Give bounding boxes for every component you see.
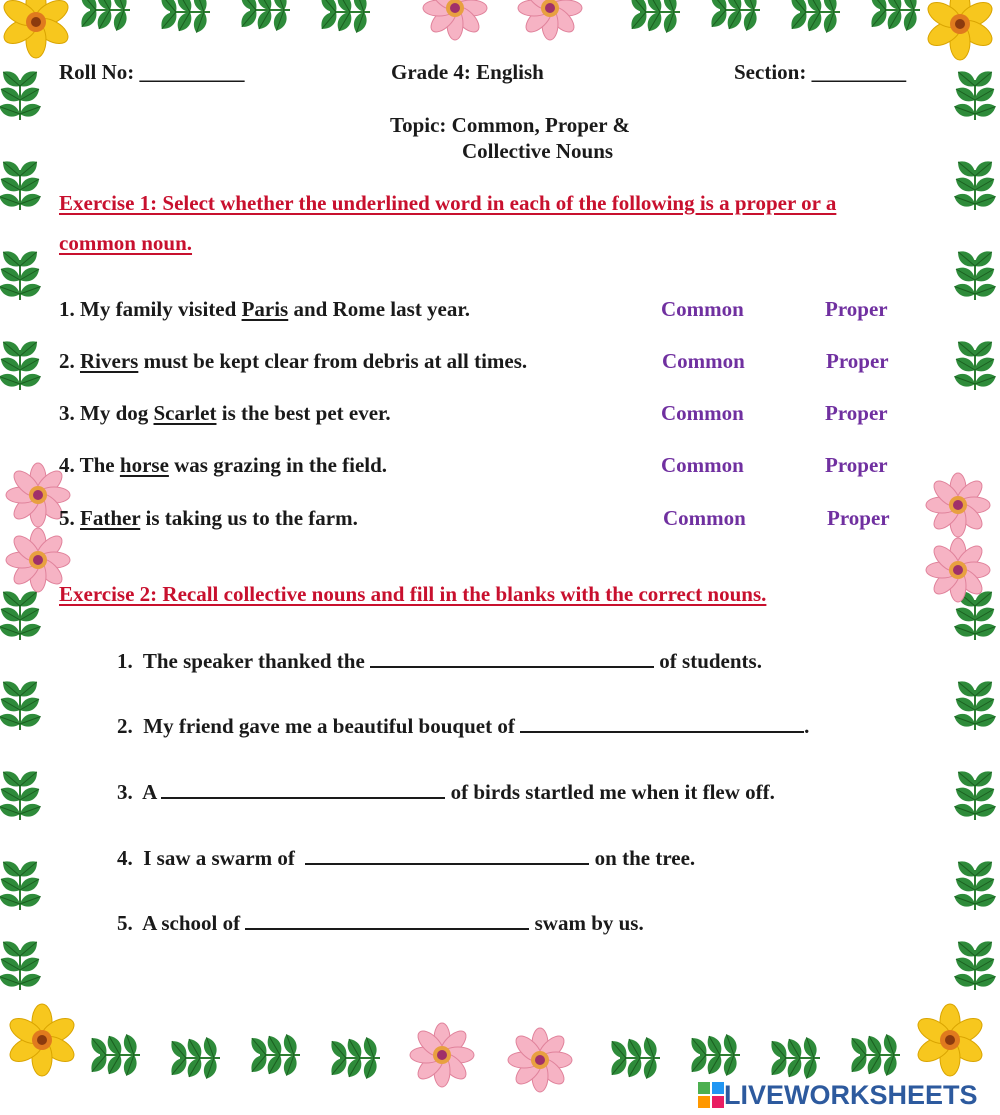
topic-line-2: Collective Nouns — [462, 139, 614, 163]
answer-blank-4[interactable] — [305, 845, 589, 865]
option-common-3[interactable]: Common — [661, 401, 744, 425]
grade-label: Grade 4: English — [391, 60, 544, 84]
option-common-4[interactable]: Common — [661, 453, 744, 477]
option-proper-5[interactable]: Proper — [827, 506, 890, 530]
exercise-2-question-3: 3. A of birds startled me when it flew off. — [117, 780, 775, 804]
exercise-1-question-1: 1. My family visited Paris and Rome last year. — [59, 297, 471, 321]
exercise-2-title: Exercise 2: Recall collective nouns and fill in the blanks with the correct nouns. — [59, 582, 767, 606]
option-common-5[interactable]: Common — [663, 506, 746, 530]
underlined-word: Scarlet — [153, 401, 217, 425]
exercise-2-question-5: 5. A school of swam by us. — [117, 911, 644, 935]
topic-line-1: Topic: Common, Proper & — [390, 113, 630, 137]
exercise-1-question-3: 3. My dog Scarlet is the best pet ever. — [59, 401, 391, 425]
liveworksheets-logo-icon — [698, 1082, 724, 1108]
exercise-1-title-line-1: Exercise 1: Select whether the underlined word in each of the following is a proper or a — [59, 191, 837, 215]
exercise-2-question-2: 2. My friend gave me a beautiful bouquet of . — [117, 714, 810, 738]
answer-blank-5[interactable] — [245, 910, 529, 930]
answer-blank-2[interactable] — [520, 713, 804, 733]
underlined-word: Father — [80, 506, 141, 530]
roll-no-label: Roll No: __________ — [59, 60, 245, 84]
exercise-1-question-2: 2. Rivers must be kept clear from debris at all times. — [59, 349, 528, 373]
exercise-1-question-4: 4. The horse was grazing in the field. — [59, 453, 388, 477]
underlined-word: Paris — [241, 297, 289, 321]
liveworksheets-logo — [698, 1080, 978, 1110]
liveworksheets-logo-text: LIVEWORKSHEETS — [724, 1079, 978, 1110]
underlined-word: Rivers — [80, 349, 139, 373]
answer-blank-3[interactable] — [161, 779, 445, 799]
option-proper-1[interactable]: Proper — [825, 297, 888, 321]
exercise-1-title-line-2: common noun. — [59, 231, 193, 255]
section-label: Section: _________ — [734, 60, 907, 84]
option-common-2[interactable]: Common — [662, 349, 745, 373]
option-common-1[interactable]: Common — [661, 297, 744, 321]
exercise-2-question-4: 4. I saw a swarm of on the tree. — [117, 846, 696, 870]
exercise-1-question-5: 5. Father is taking us to the farm. — [59, 506, 358, 530]
option-proper-3[interactable]: Proper — [825, 401, 888, 425]
answer-blank-1[interactable] — [370, 648, 654, 668]
exercise-2-question-1: 1. The speaker thanked the of students. — [117, 649, 762, 673]
underlined-word: horse — [119, 453, 169, 477]
option-proper-2[interactable]: Proper — [826, 349, 889, 373]
option-proper-4[interactable]: Proper — [825, 453, 888, 477]
